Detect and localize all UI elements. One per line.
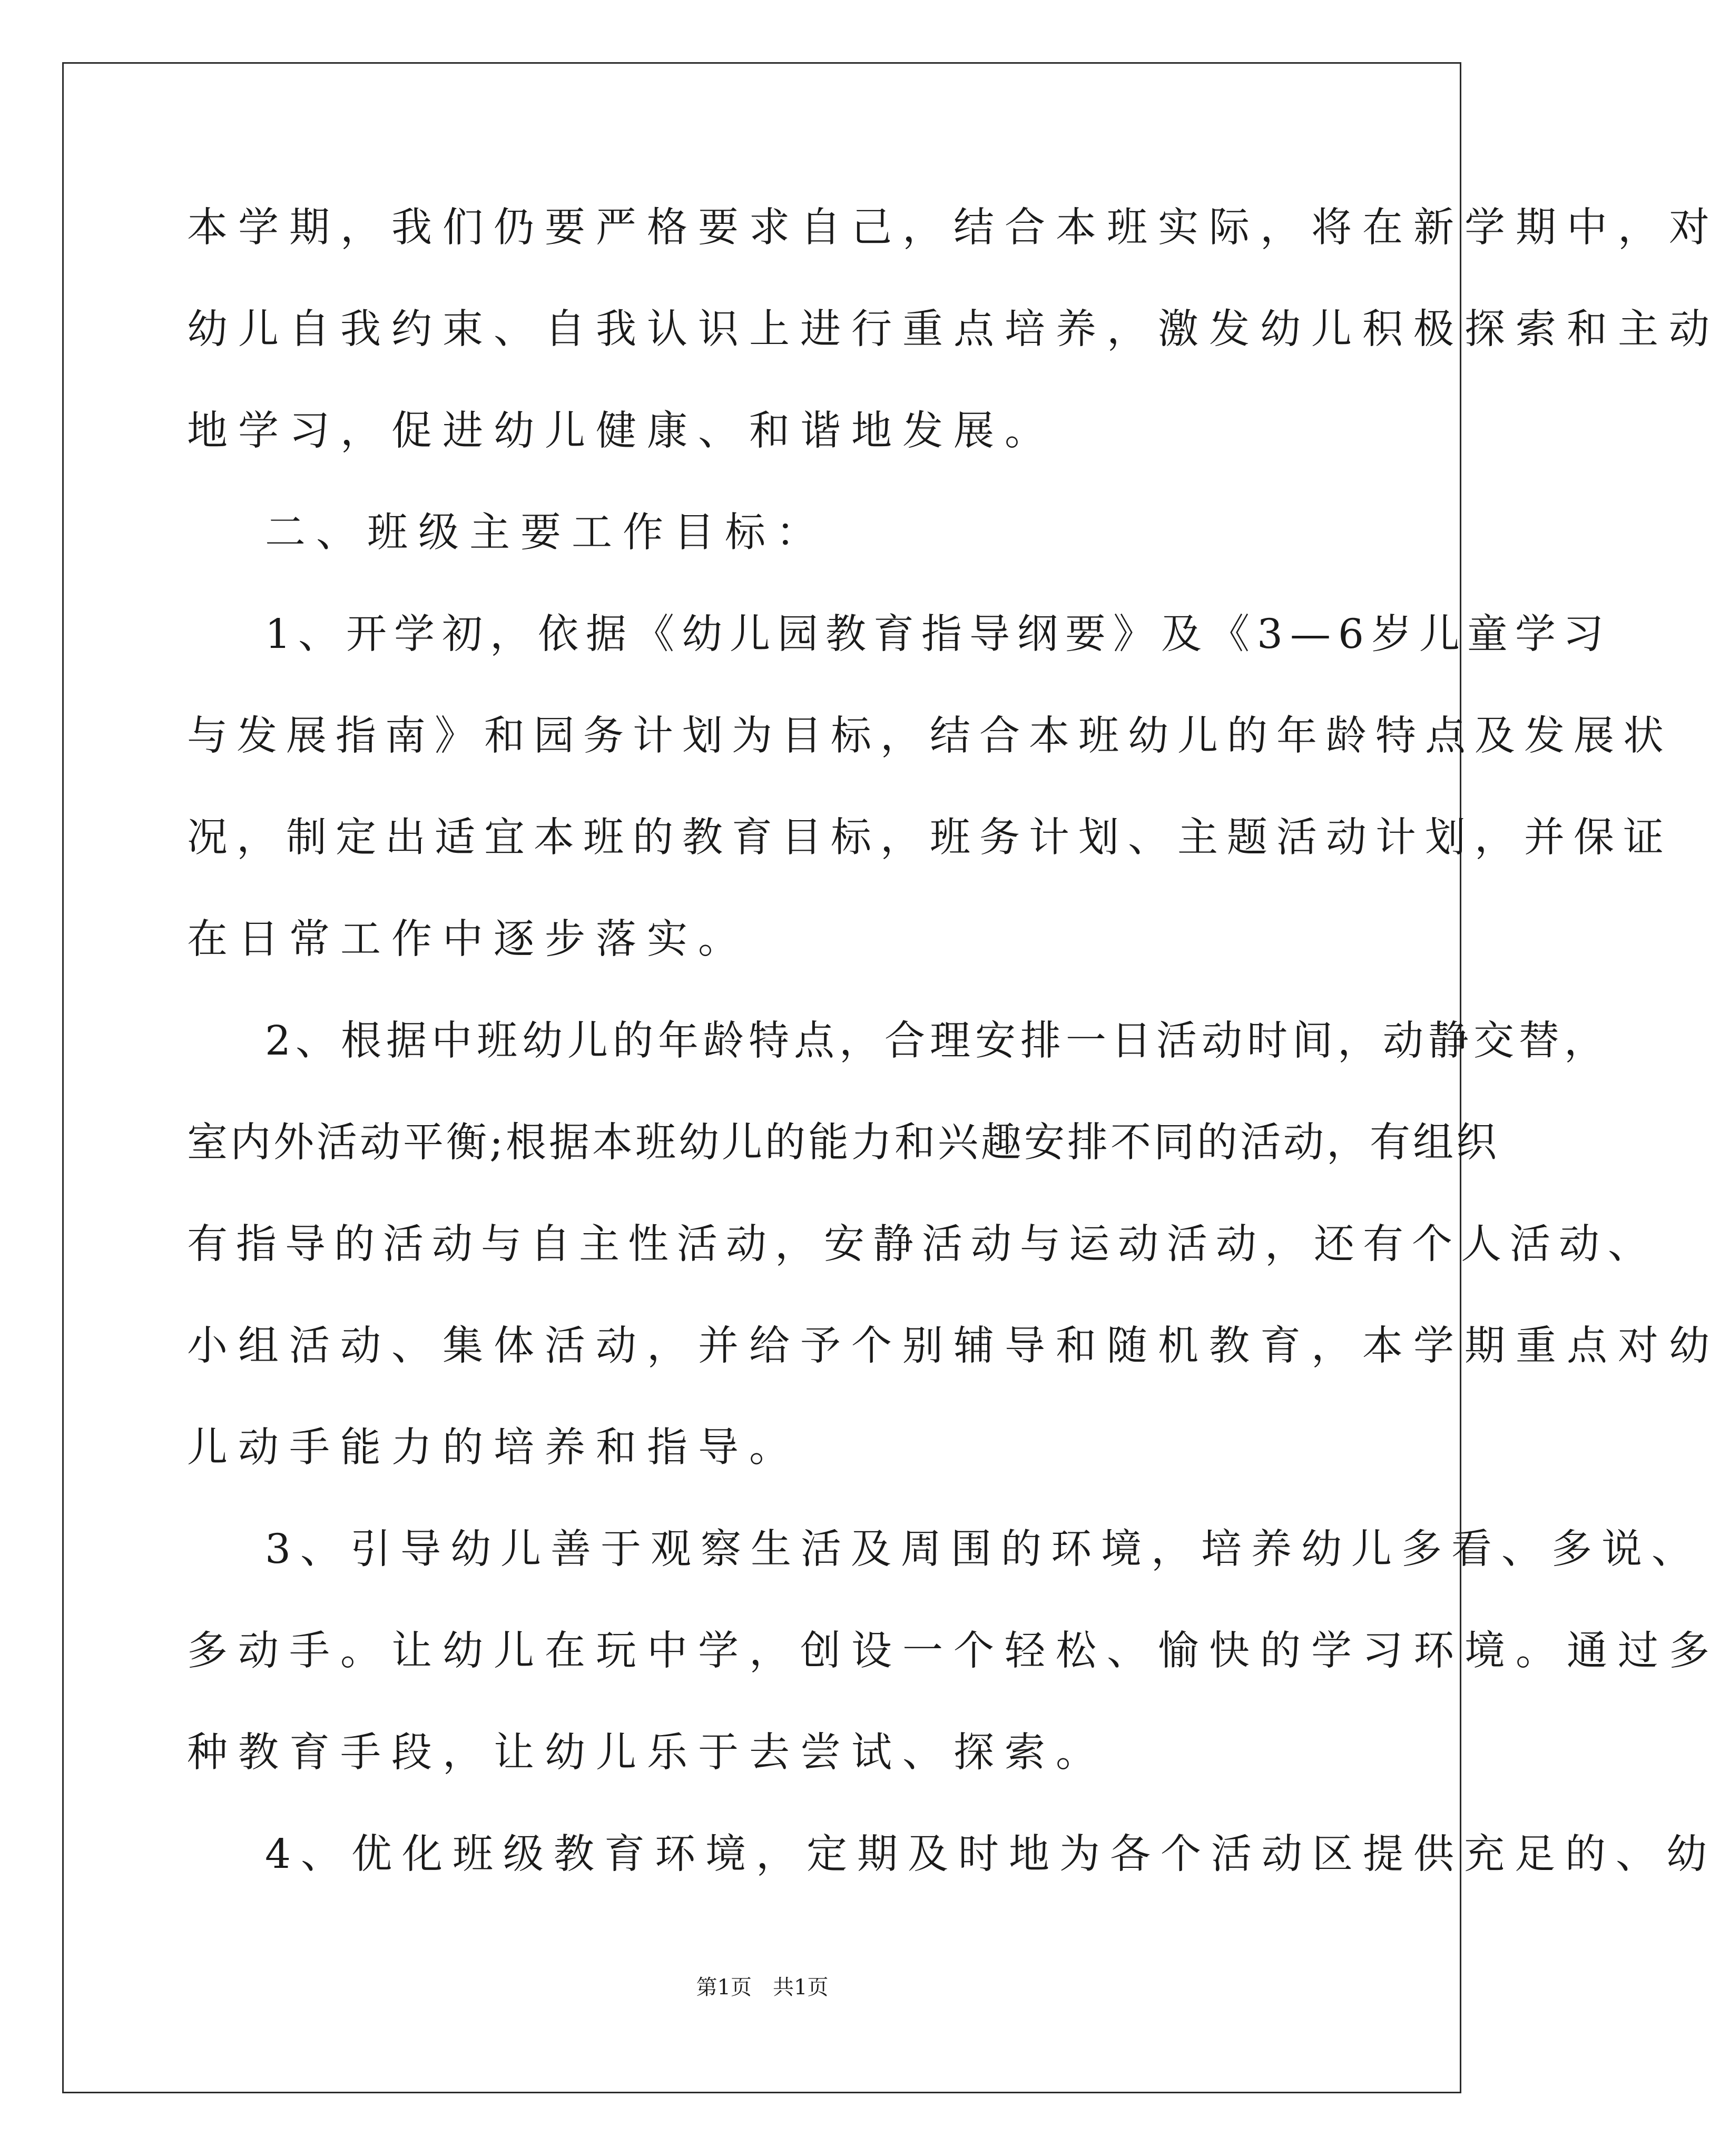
paragraph-line: 儿动手能力的培养和指导。	[187, 1424, 800, 1471]
paragraph-line: 室内外活动平衡;根据本班幼儿的能力和兴趣安排不同的活动，有组织	[187, 1119, 1499, 1166]
paragraph-line: 小组活动、集体活动，并给予个别辅导和随机教育，本学期重点对幼	[187, 1323, 1720, 1370]
paragraph-line: 2、根据中班幼儿的年龄特点，合理安排一日活动时间，动静交替，	[265, 1018, 1609, 1065]
paragraph-line: 4、优化班级教育环境，定期及时地为各个活动区提供充足的、幼	[265, 1831, 1717, 1878]
paragraph-line: 有指导的活动与自主性活动，安静活动与运动活动，还有个人活动、	[187, 1221, 1657, 1268]
paragraph-line: 与发展指南》和园务计划为目标，结合本班幼儿的年龄特点及发展状	[187, 713, 1673, 760]
paragraph-line: 本学期，我们仍要严格要求自己，结合本班实际，将在新学期中，对	[187, 204, 1720, 251]
paragraph-line: 况，制定出适宜本班的教育目标，班务计划、主题活动计划，并保证	[187, 814, 1673, 861]
paragraph-line: 在日常工作中逐步落实。	[187, 916, 749, 963]
paragraph-line: 1、开学初，依据《幼儿园教育指导纲要》及《3—6岁儿童学习	[265, 611, 1611, 658]
page-total: 共1页	[773, 1975, 829, 2000]
paragraph-line: 种教育手段，让幼儿乐于去尝试、探索。	[187, 1729, 1107, 1776]
paragraph-line: 幼儿自我约束、自我认识上进行重点培养，激发幼儿积极探索和主动	[187, 306, 1720, 353]
section-heading: 二、班级主要工作目标：	[265, 509, 827, 556]
paragraph-line: 地学习，促进幼儿健康、和谐地发展。	[187, 408, 1056, 455]
paragraph-line: 多动手。让幼儿在玩中学，创设一个轻松、愉快的学习环境。通过多	[187, 1628, 1720, 1675]
page-number: 第1页	[696, 1975, 752, 2000]
page-frame	[62, 62, 1461, 2093]
paragraph-line: 3、引导幼儿善于观察生活及周围的环境，培养幼儿多看、多说、	[265, 1526, 1702, 1573]
page-footer	[0, 1973, 1525, 2002]
